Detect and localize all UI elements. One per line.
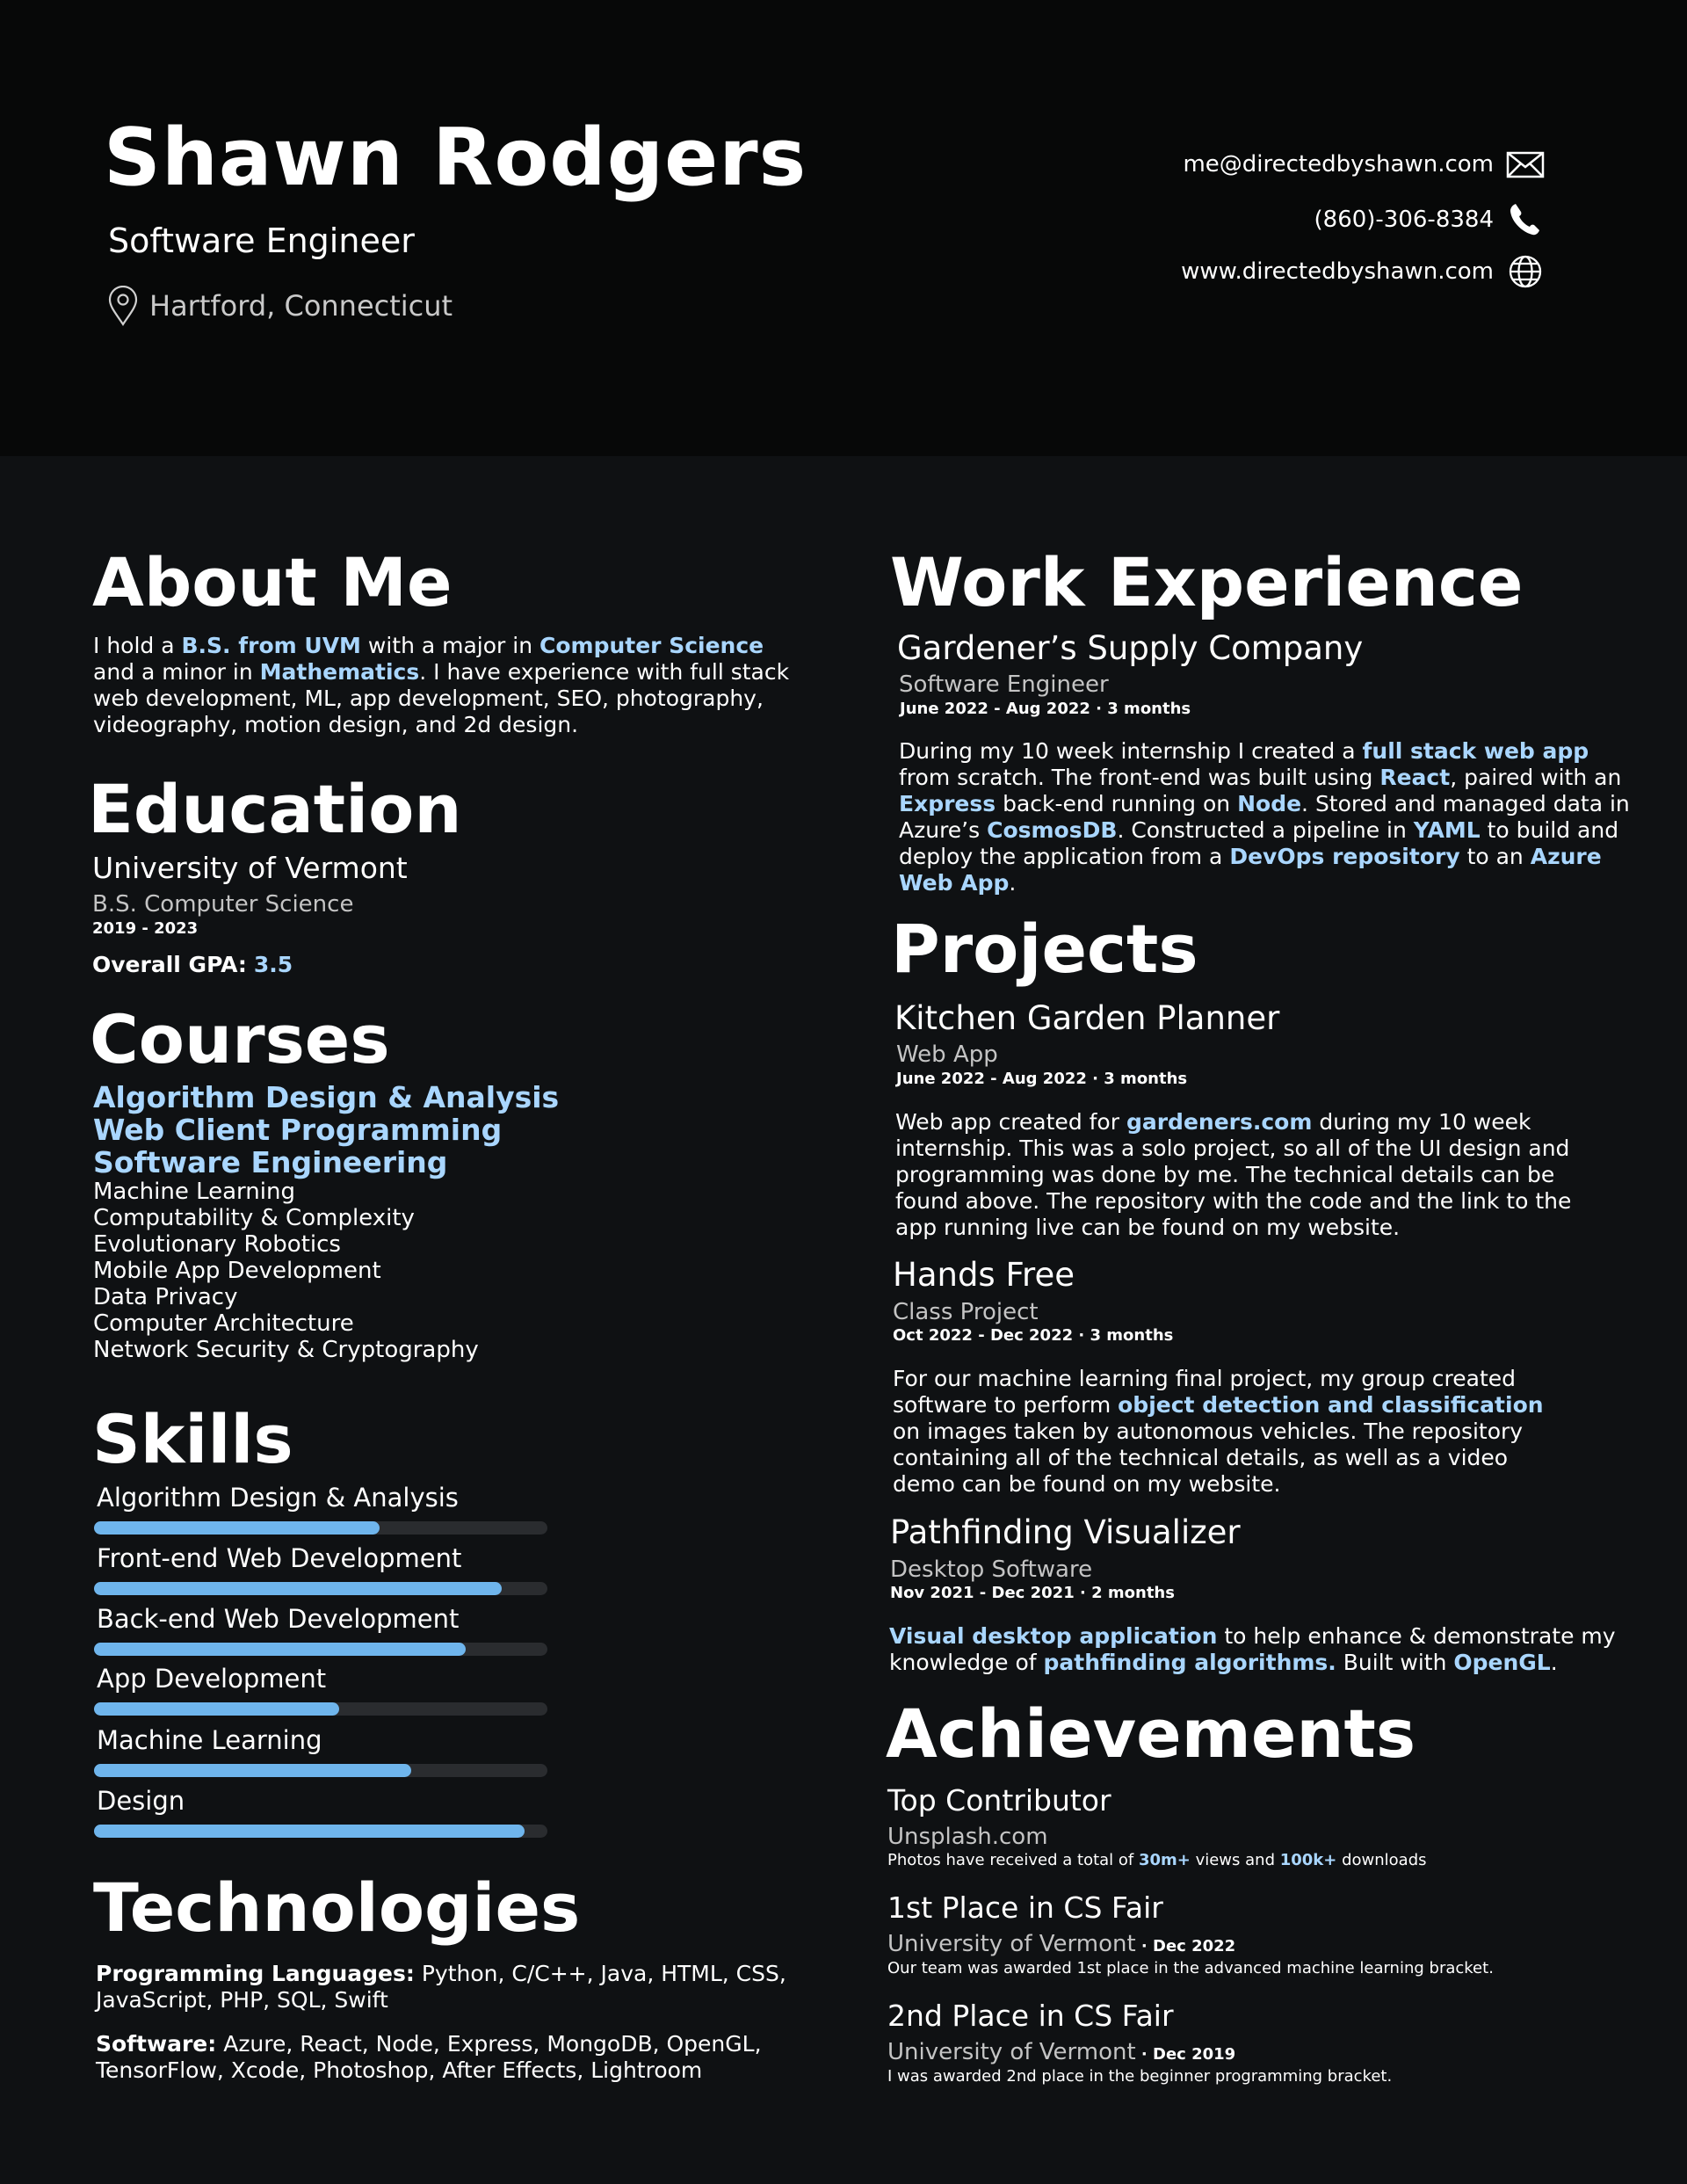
skill-bar-fill: [94, 1643, 466, 1656]
project-name: Kitchen Garden Planner: [894, 999, 1280, 1037]
project-type: Desktop Software: [890, 1556, 1093, 1583]
work-description: During my 10 week internship I created a full stack web app from scratch. The front-end was built using React, paired with an Express back-end running on Node. Stored and managed data in Azure’s CosmosDB. Constructed a pipeline in YAML to build and deploy the application from a DevOps repository to an Azure Web App.: [899, 738, 1630, 896]
course-item: Computer Architecture: [93, 1310, 354, 1337]
course-featured: Web Client Programming: [93, 1113, 503, 1147]
programming-languages: Programming Languages: Python, C/C++, Java, HTML, CSS, JavaScript, PHP, SQL, Swift: [96, 1961, 786, 2013]
resume-header: [0, 0, 1687, 456]
person-name: Shawn Rodgers: [104, 112, 807, 204]
work-heading: Work Experience: [890, 543, 1524, 621]
achievement-name: 1st Place in CS Fair: [887, 1890, 1163, 1925]
skill-bar-fill: [94, 1702, 339, 1716]
achievement-org: University of Vermont · Dec 2019: [887, 2039, 1236, 2065]
course-item: Machine Learning: [93, 1179, 295, 1205]
project-description: For our machine learning final project, my group created software to perform object detection and classification on images taken by autonomous vehicles. The repository containing all of the technical details, as well as a video demo can be found on my website.: [893, 1366, 1544, 1497]
software-list: Software: Azure, React, Node, Express, MongoDB, OpenGL, TensorFlow, Xcode, Photoshop, After Effects, Lightroom: [96, 2031, 762, 2083]
skill-item: [94, 1604, 547, 1656]
project-dates: Oct 2022 - Dec 2022 · 3 months: [893, 1326, 1174, 1345]
achievement-org: University of Vermont · Dec 2022: [887, 1931, 1236, 1957]
school-name: University of Vermont: [92, 851, 408, 885]
skill-bar-track: [94, 1643, 547, 1656]
skill-label: Machine Learning: [97, 1725, 322, 1755]
courses-list: [93, 1081, 559, 1363]
education-years: 2019 - 2023: [92, 919, 199, 938]
email-text[interactable]: me@directedbyshawn.com: [1183, 151, 1494, 178]
globe-icon: [1506, 254, 1545, 289]
skill-label: Front-end Web Development: [97, 1543, 462, 1573]
course-item: Computability & Complexity: [93, 1205, 415, 1231]
about-text: I hold a B.S. from UVM with a major in Computer Science and a minor in Mathematics. I have experience with full stack web development, ML, app development, SEO, photography, videography, motion design, and 2d design.: [93, 633, 790, 737]
map-pin-icon: [107, 286, 139, 326]
achievement-description: Photos have received a total of 30m+ views and 100k+ downloads: [887, 1851, 1427, 1869]
project-description: Web app created for gardeners.com during my 10 week internship. This was a solo project, so all of the UI design and programming was done by me. The technical details can be found above. The repository with the code and the link to the app running live can be found on my website.: [895, 1109, 1572, 1240]
contact-phone[interactable]: [1314, 202, 1545, 237]
course-featured: Algorithm Design & Analysis: [93, 1080, 560, 1114]
project-description: Visual desktop application to help enhance & demonstrate my knowledge of pathfinding algorithms. Built with OpenGL.: [889, 1623, 1616, 1675]
skill-item: [94, 1725, 547, 1777]
project-dates: Nov 2021 - Dec 2021 · 2 months: [890, 1584, 1175, 1602]
location: [107, 286, 453, 326]
achievement-name: 2nd Place in CS Fair: [887, 1999, 1174, 2033]
course-item: Data Privacy: [93, 1284, 238, 1310]
skill-bar-fill: [94, 1582, 502, 1595]
about-heading: About Me: [92, 543, 453, 621]
skill-bar-fill: [94, 1521, 380, 1535]
gpa: Overall GPA: 3.5: [92, 952, 293, 977]
skill-bar-track: [94, 1702, 547, 1716]
contact-website[interactable]: [1181, 254, 1545, 289]
skills-heading: Skills: [92, 1400, 293, 1478]
skill-item: [94, 1485, 547, 1535]
job-title: Software Engineer: [108, 221, 415, 260]
skill-bar-track: [94, 1764, 547, 1777]
course-item: Mobile App Development: [93, 1258, 381, 1284]
company-name: Gardener’s Supply Company: [897, 629, 1364, 667]
work-dates: June 2022 - Aug 2022 · 3 months: [900, 700, 1191, 718]
phone-text[interactable]: (860)-306-8384: [1314, 207, 1494, 233]
course-featured: Software Engineering: [93, 1145, 448, 1179]
work-role: Software Engineer: [899, 671, 1109, 698]
envelope-icon: [1506, 147, 1545, 182]
achievement-description: Our team was awarded 1st place in the advanced machine learning bracket.: [887, 1959, 1494, 1977]
skill-item: [94, 1666, 547, 1716]
achievement-description: I was awarded 2nd place in the beginner programming bracket.: [887, 2067, 1393, 2086]
skill-label: App Development: [97, 1664, 327, 1694]
skill-bar-fill: [94, 1825, 525, 1838]
course-item: Evolutionary Robotics: [93, 1231, 341, 1258]
project-name: Hands Free: [893, 1256, 1075, 1294]
skill-item: [94, 1543, 547, 1595]
contact-email[interactable]: [1183, 147, 1545, 182]
skill-bar-fill: [94, 1764, 411, 1777]
website-text[interactable]: www.directedbyshawn.com: [1181, 258, 1494, 285]
technologies-heading: Technologies: [93, 1868, 581, 1947]
skill-label: Design: [97, 1786, 185, 1816]
location-text: Hartford, Connecticut: [149, 289, 453, 323]
phone-icon: [1506, 202, 1545, 237]
project-type: Web App: [896, 1041, 998, 1068]
achievement-org: Unsplash.com: [887, 1824, 1048, 1850]
project-name: Pathfinding Visualizer: [890, 1513, 1241, 1551]
achievement-name: Top Contributor: [887, 1783, 1111, 1818]
skill-item: [94, 1786, 547, 1838]
courses-heading: Courses: [90, 1000, 390, 1078]
course-item: Network Security & Cryptography: [93, 1337, 479, 1363]
skill-bar-track: [94, 1521, 547, 1535]
skill-bar-track: [94, 1825, 547, 1838]
project-type: Class Project: [893, 1299, 1039, 1325]
achievements-heading: Achievements: [886, 1694, 1416, 1773]
projects-heading: Projects: [891, 910, 1198, 988]
skill-bar-track: [94, 1582, 547, 1595]
skill-label: Back-end Web Development: [97, 1604, 460, 1634]
education-heading: Education: [88, 770, 462, 848]
degree: B.S. Computer Science: [92, 891, 354, 918]
skill-label: Algorithm Design & Analysis: [97, 1483, 459, 1513]
project-dates: June 2022 - Aug 2022 · 3 months: [896, 1070, 1188, 1088]
